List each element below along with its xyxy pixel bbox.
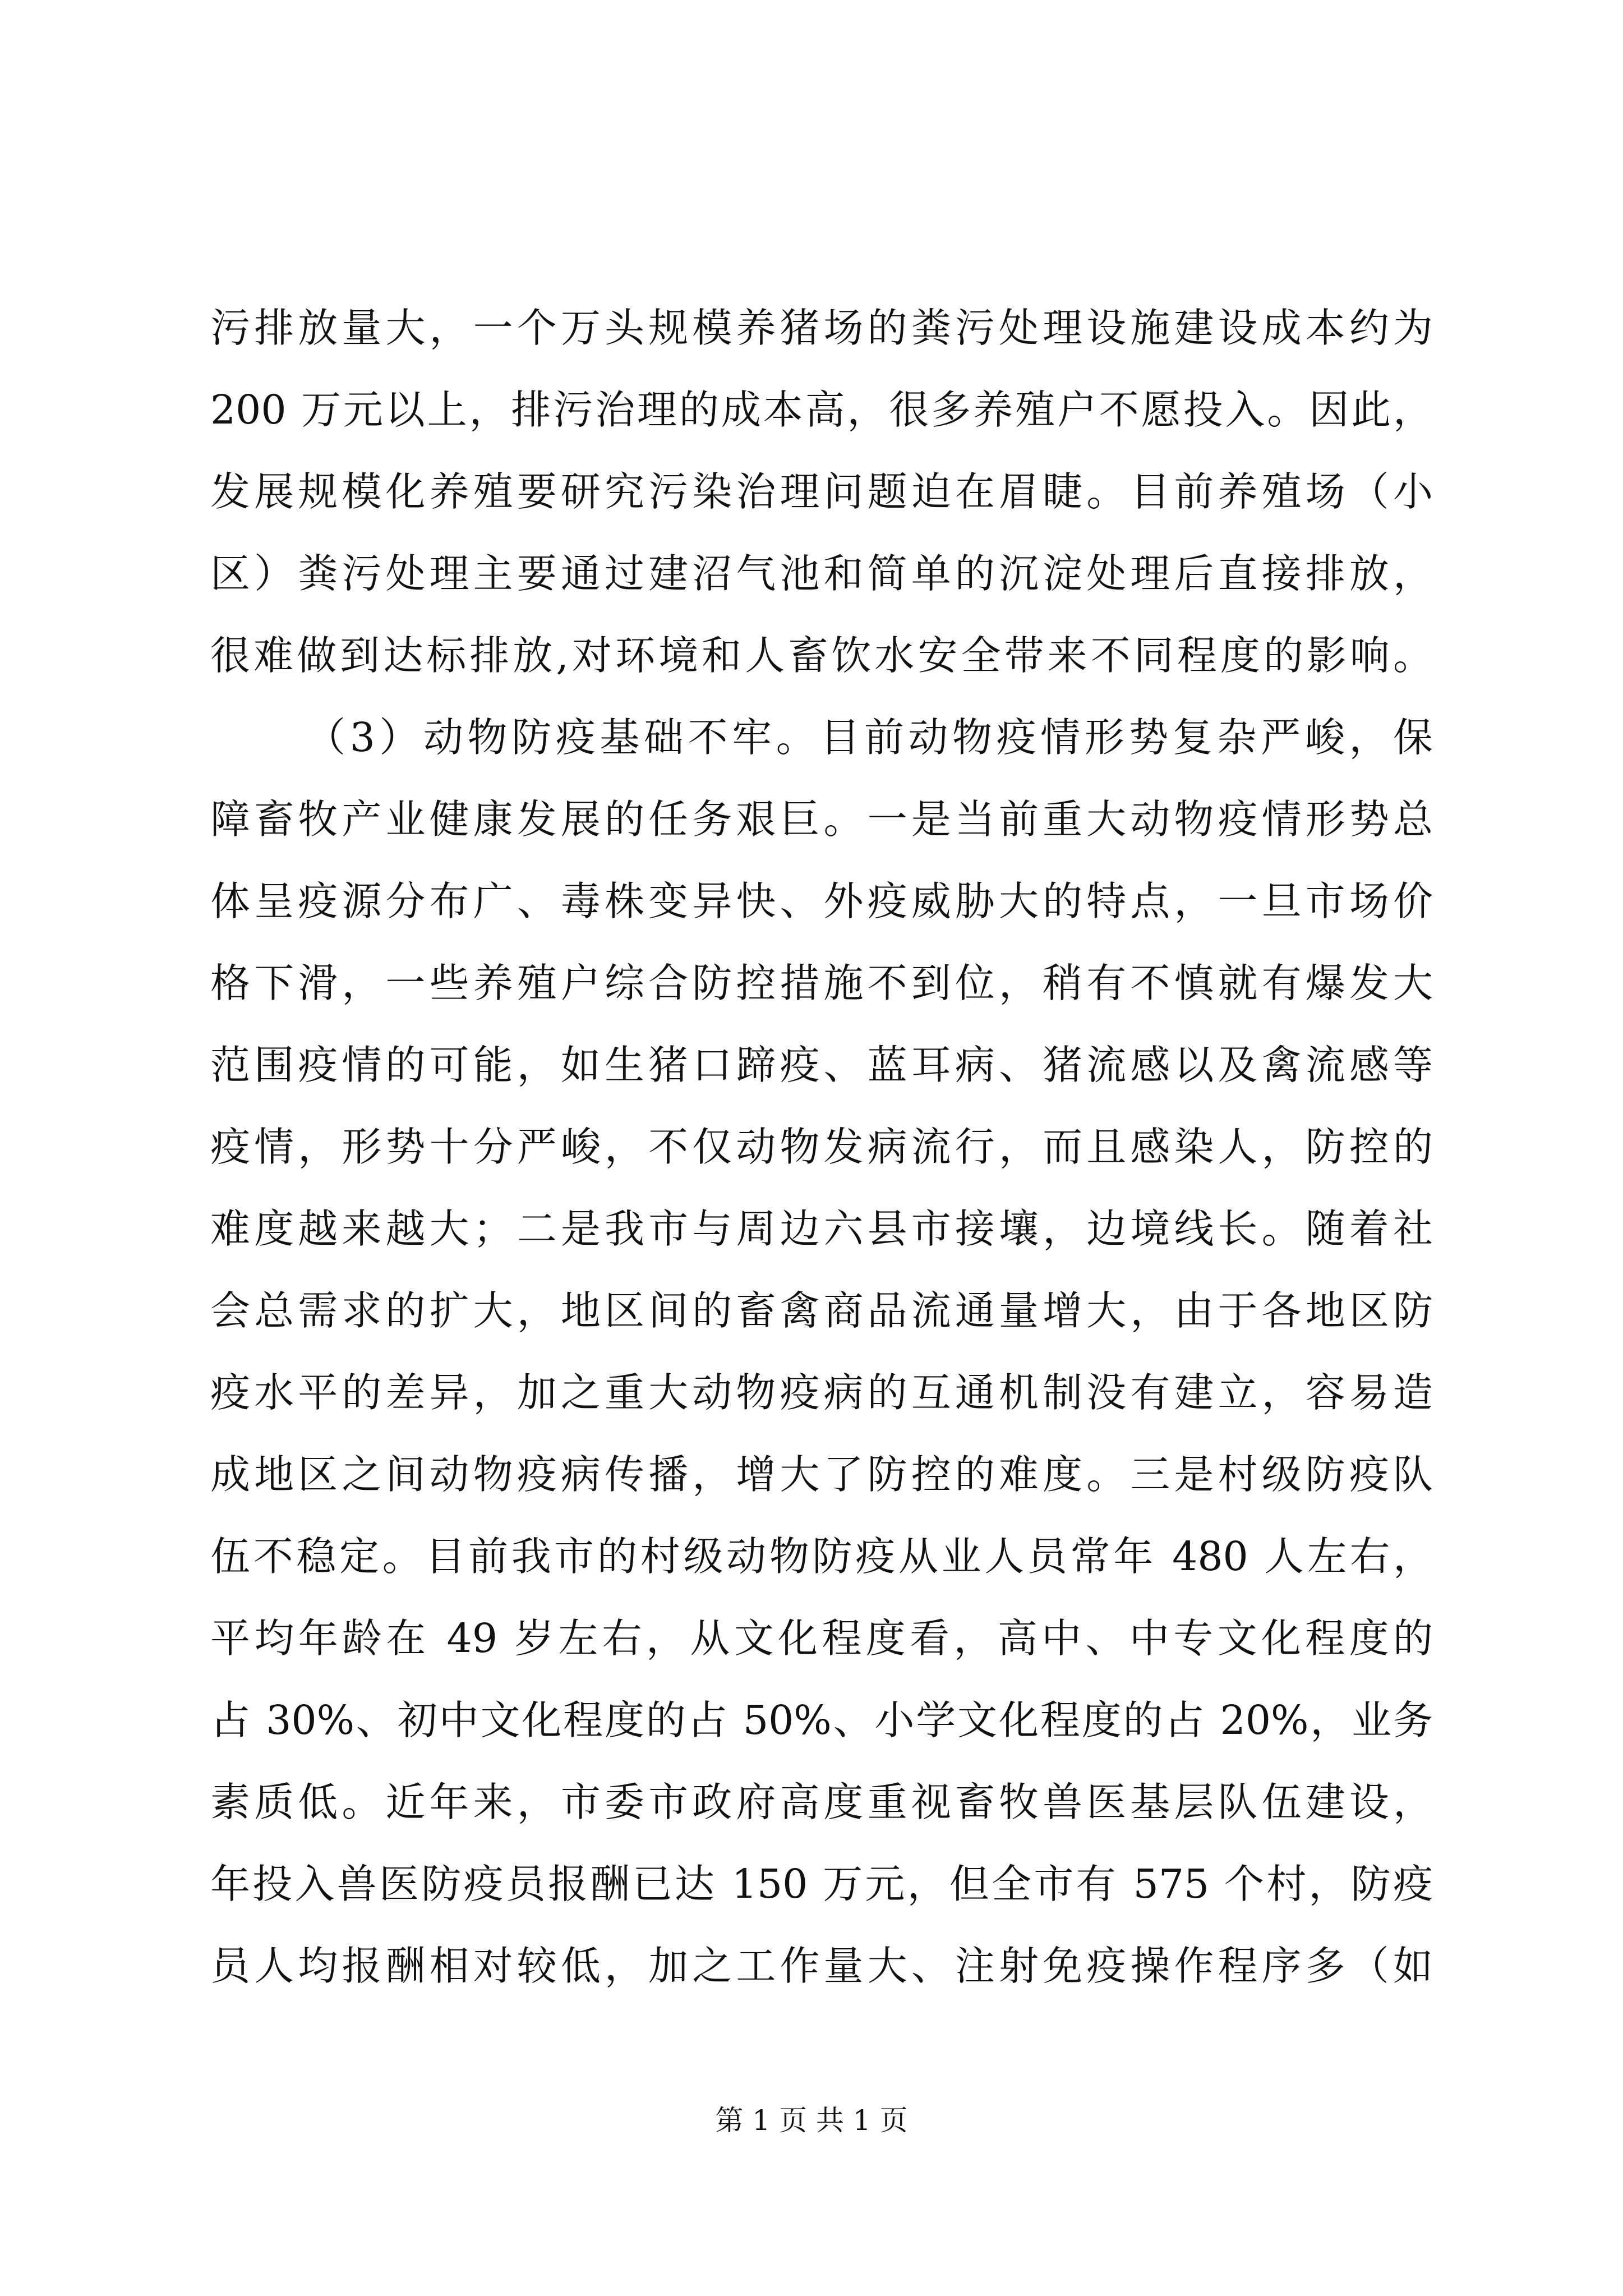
- body-text-line: 占 30%、初中文化程度的占 50%、小学文化程度的占 20%，业务: [210, 1697, 1433, 1743]
- body-text-line: 体呈疫源分布广、毒株变异快、外疫威胁大的特点，一旦市场价: [210, 878, 1433, 924]
- body-text-line: 很难做到达标排放,对环境和人畜饮水安全带来不同程度的影响。: [210, 632, 1433, 679]
- body-text-line: 格下滑，一些养殖户综合防控措施不到位，稍有不慎就有爆发大: [210, 960, 1433, 1006]
- body-text-line: 200 万元以上，排污治理的成本高，很多养殖户不愿投入。因此，: [210, 386, 1433, 433]
- page-footer: 第 1 页 共 1 页: [715, 2104, 908, 2137]
- paragraph-heading-line: （3）动物防疫基础不牢。目前动物疫情形势复杂严峻，保: [306, 714, 1433, 761]
- body-text-line: 素质低。近年来，市委市政府高度重视畜牧兽医基层队伍建设，: [210, 1779, 1433, 1825]
- body-text-line: 年投入兽医防疫员报酬已达 150 万元，但全市有 575 个村，防疫: [210, 1861, 1433, 1907]
- body-text-line: 平均年龄在 49 岁左右，从文化程度看，高中、中专文化程度的: [210, 1615, 1433, 1662]
- body-text-line: 障畜牧产业健康发展的任务艰巨。一是当前重大动物疫情形势总: [210, 796, 1433, 843]
- body-text-line: 会总需求的扩大，地区间的畜禽商品流通量增大，由于各地区防: [210, 1287, 1433, 1334]
- body-text-line: 难度越来越大；二是我市与周边六县市接壤，边境线长。随着社: [210, 1205, 1433, 1252]
- body-text-line: 疫情，形势十分严峻，不仅动物发病流行，而且感染人，防控的: [210, 1124, 1433, 1170]
- body-text-line: 区）粪污处理主要通过建沼气池和简单的沉淀处理后直接排放，: [210, 550, 1433, 597]
- body-text-line: 范围疫情的可能，如生猪口蹄疫、蓝耳病、猪流感以及禽流感等: [210, 1042, 1433, 1088]
- body-text-line: 伍不稳定。目前我市的村级动物防疫从业人员常年 480 人左右，: [210, 1533, 1433, 1580]
- body-text-line: 污排放量大，一个万头规模养猪场的粪污处理设施建设成本约为: [210, 305, 1433, 351]
- body-text-line: 成地区之间动物疫病传播，增大了防控的难度。三是村级防疫队: [210, 1451, 1433, 1498]
- body-text-line: 发展规模化养殖要研究污染治理问题迫在眉睫。目前养殖场（小: [210, 468, 1433, 515]
- body-text-line: 疫水平的差异，加之重大动物疫病的互通机制没有建立，容易造: [210, 1369, 1433, 1416]
- body-text-line: 员人均报酬相对较低，加之工作量大、注射免疫操作程序多（如: [210, 1943, 1433, 1989]
